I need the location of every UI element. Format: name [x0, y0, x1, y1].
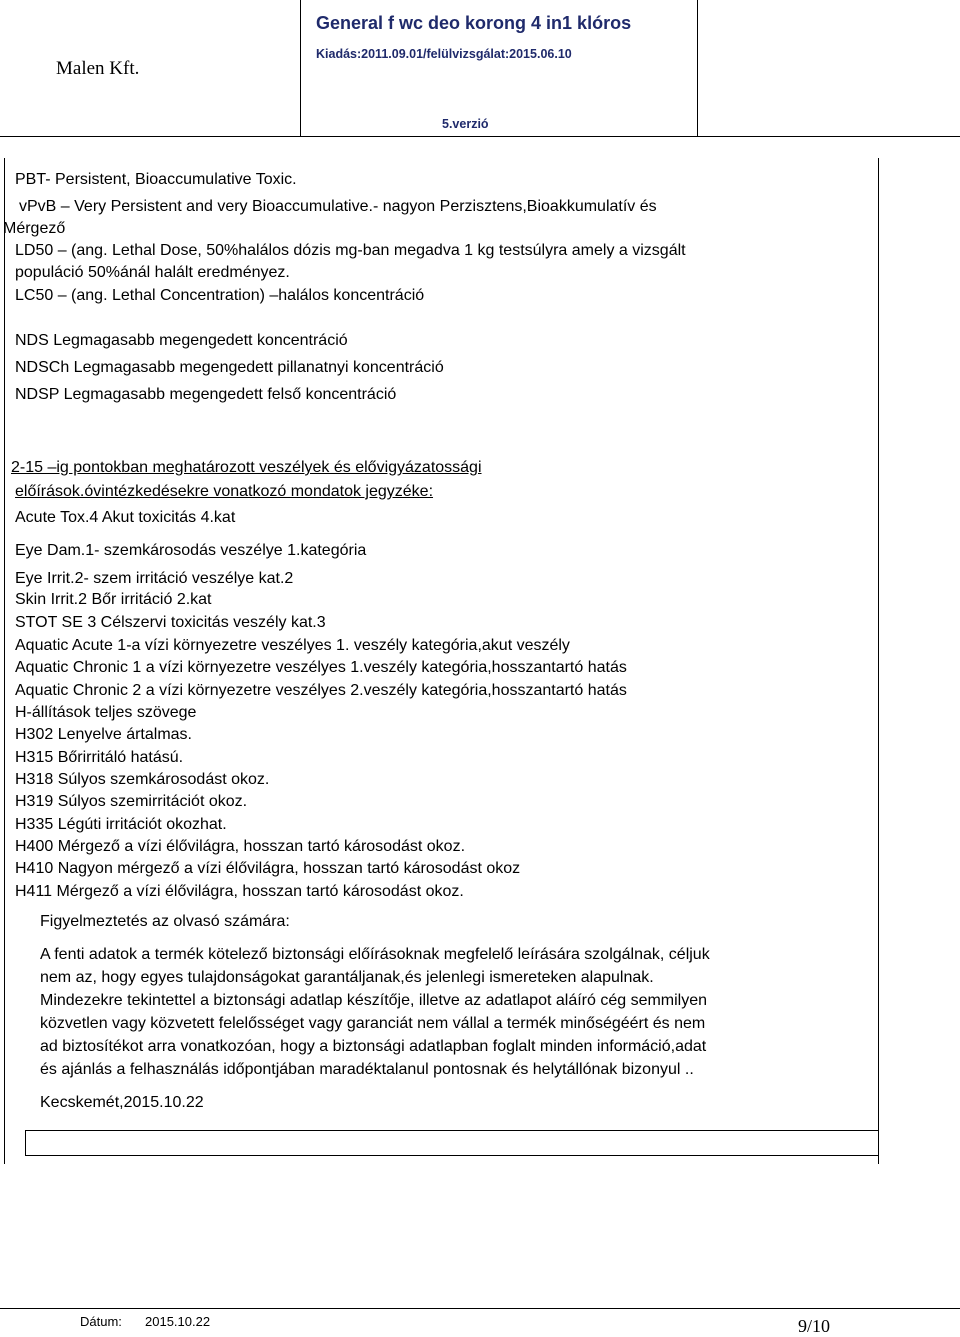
h318: H318 Súlyos szemkárosodást okoz. [15, 771, 270, 788]
notice-line-4: közvetlen vagy közvetett felelősséget vagy garanciát nem vállal a termék minőségéért és nem [40, 1015, 706, 1032]
hazard-aquatic-chronic-2: Aquatic Chronic 2 a vízi környezetre veszélyes 2.veszély kategória,hosszantartó hatás [15, 682, 627, 699]
hazard-stot-se: STOT SE 3 Célszervi toxicitás veszély kat.3 [15, 614, 326, 631]
ndsch-line: NDSCh Legmagasabb megengedett pillanatnyi koncentráció [15, 359, 444, 376]
box-left [25, 1130, 26, 1155]
header-divider-left [300, 0, 301, 136]
footer-date-label: Dátum: [80, 1314, 122, 1329]
company-name: Malen Kft. [56, 58, 140, 79]
hazard-eye-irrit: Eye Irrit.2- szem irritáció veszélye kat.2 [15, 570, 294, 587]
box-top [25, 1130, 878, 1131]
h315: H315 Bőrirritáló hatású. [15, 749, 184, 766]
footer-rule [0, 1308, 960, 1309]
h319: H319 Súlyos szemirritációt okoz. [15, 793, 248, 810]
nds-line: NDS Legmagasabb megengedett koncentráció [15, 332, 348, 349]
place-date: Kecskemét,2015.10.22 [40, 1094, 204, 1111]
abbr-pbt: PBT- Persistent, Bioaccumulative Toxic. [15, 171, 297, 188]
notice-line-3: Mindezekre tekintettel a biztonsági adatlap készítője, illetve az adatlapot aláíró cég semmilyen [40, 992, 708, 1009]
abbr-ld50-cont: populáció 50%ánál halált eredményez. [15, 264, 290, 281]
notice-line-6: és ajánlás a felhasználás időpontjában maradéktalanul pontosnak és helytállónak bizonyul .. [40, 1061, 694, 1078]
header-divider-right [697, 0, 698, 136]
h-statements-heading: H-állítások teljes szövege [15, 704, 197, 721]
hazard-aquatic-chronic-1: Aquatic Chronic 1 a vízi környezetre veszélyes 1.veszély kategória,hosszantartó hatás [15, 659, 627, 676]
hazard-skin-irrit: Skin Irrit.2 Bőr irritáció 2.kat [15, 591, 212, 608]
notice-line-1: A fenti adatok a termék kötelező biztonsági előírásoknak megfelelő leírására szolgálnak, céljuk [40, 946, 710, 963]
body-border-right [878, 158, 879, 1164]
abbr-vpvb-cont: Mérgező [3, 220, 66, 237]
notice-heading: Figyelmeztetés az olvasó számára: [40, 913, 290, 930]
box-bottom [25, 1155, 878, 1156]
footer-date: 2015.10.22 [145, 1314, 211, 1329]
body-border-left [4, 158, 5, 1164]
hazard-aquatic-acute: Aquatic Acute 1-a vízi környezetre veszélyes 1. veszély kategória,akut veszély [15, 637, 570, 654]
hazard-acute-tox: Acute Tox.4 Akut toxicitás 4.kat [15, 509, 236, 526]
hazard-eye-dam: Eye Dam.1- szemkárosodás veszélye 1.kategória [15, 542, 367, 559]
notice-line-5: ad biztosítékot arra vonatkozóan, hogy a biztonsági adatlapban foglalt minden információ,adat [40, 1038, 707, 1055]
h400: H400 Mérgező a vízi élővilágra, hosszan tartó károsodást okoz. [15, 838, 466, 855]
abbr-lc50: LC50 – (ang. Lethal Concentration) –halálos koncentráció [15, 287, 425, 304]
section-heading-line-2: előírások.óvintézkedésekre vonatkozó mondatok jegyzéke: [15, 483, 434, 500]
h335: H335 Légúti irritációt okozhat. [15, 816, 227, 833]
h302: H302 Lenyelve ártalmas. [15, 726, 192, 743]
section-heading-line-1: 2-15 –ig pontokban meghatározott veszélyek és elővigyázatossági [11, 459, 482, 476]
h410: H410 Nagyon mérgező a vízi élővilágra, hosszan tartó károsodást okoz [15, 860, 521, 877]
revision-info: Kiadás:2011.09.01/felülvizsgálat:2015.06.10 [316, 47, 572, 61]
h411: H411 Mérgező a vízi élővilágra, hosszan tartó károsodást okoz. [15, 883, 464, 900]
header-rule [0, 136, 960, 137]
notice-line-2: nem az, hogy egyes tulajdonságokat garantáljanak,és jelenlegi ismereteken alapulnak. [40, 969, 654, 986]
page-number: 9/10 [798, 1316, 831, 1336]
document-title: General f wc deo korong 4 in1 klóros [316, 13, 632, 33]
ndsp-line: NDSP Legmagasabb megengedett felső koncentráció [15, 386, 397, 403]
abbr-ld50: LD50 – (ang. Lethal Dose, 50%halálos dózis mg-ban megadva 1 kg testsúlyra amely a vizsgált [15, 242, 686, 259]
abbr-vpvb: vPvB – Very Persistent and very Bioaccumulative.- nagyon Perzisztens,Bioakkumulatív és [19, 198, 657, 215]
version-label: 5.verzió [442, 117, 489, 131]
